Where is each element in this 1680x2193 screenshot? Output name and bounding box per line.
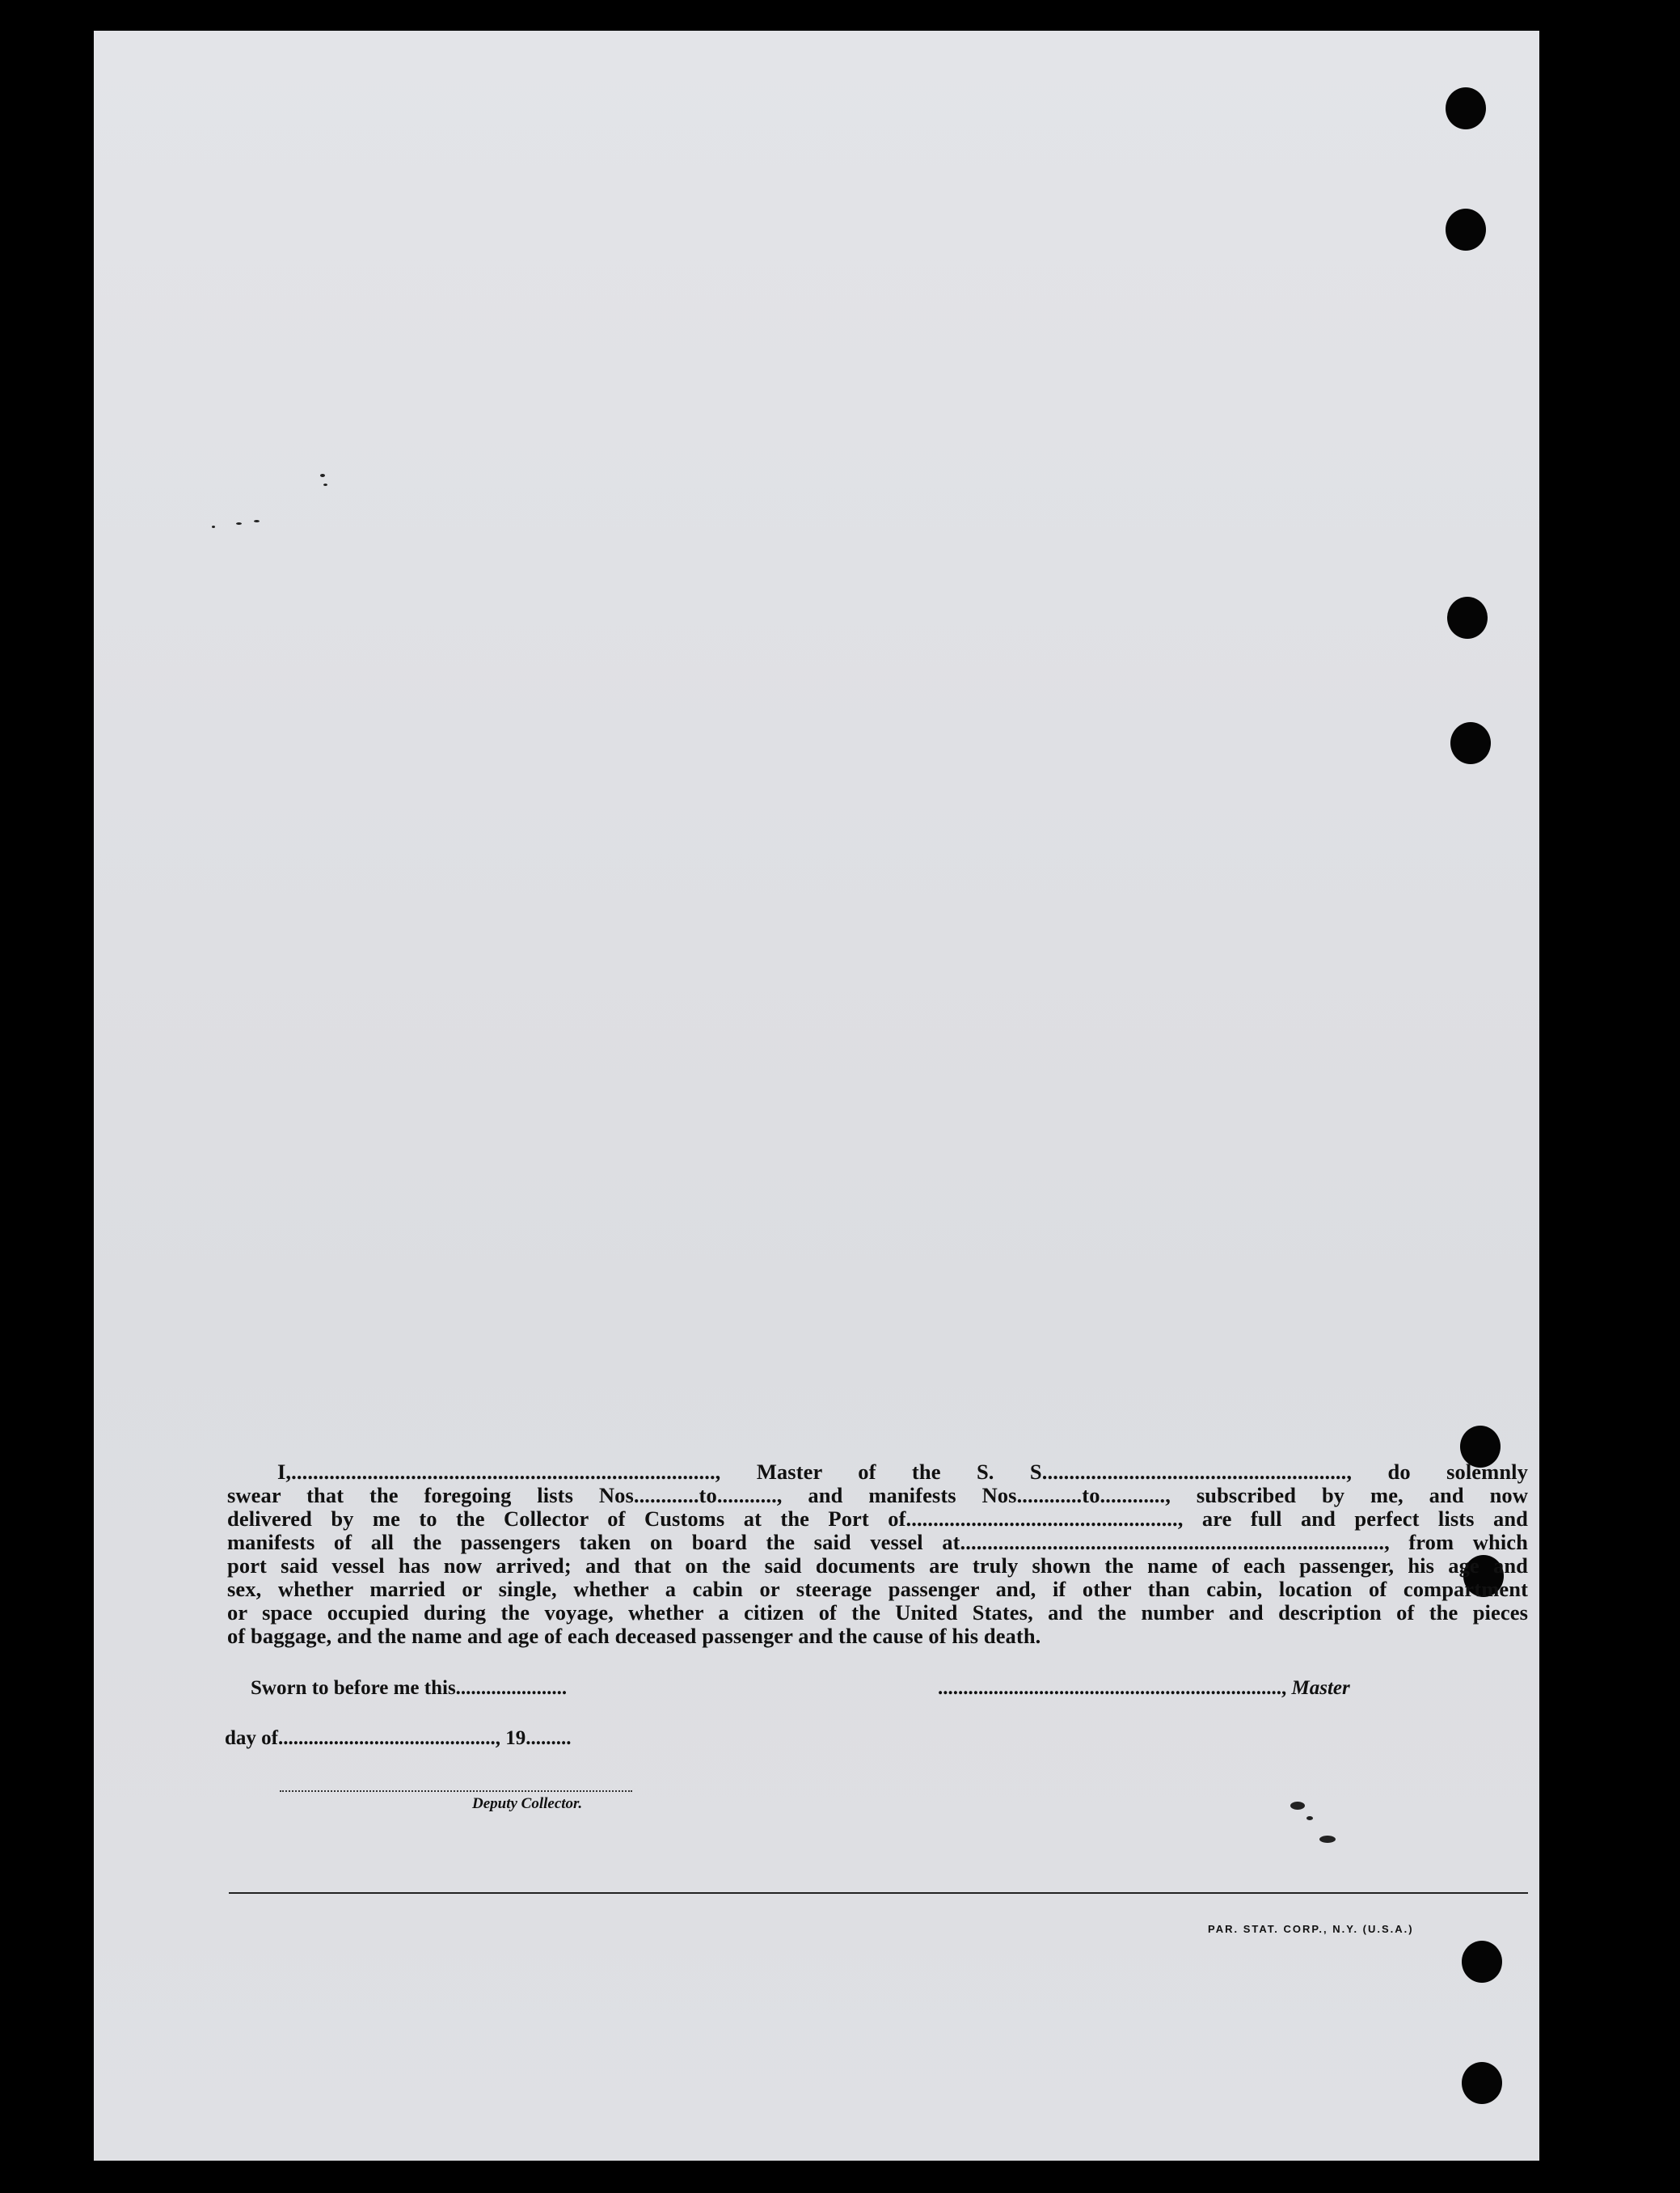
- oath-line: of baggage, and the name and age of each deceased passenger and the cause of his death.: [227, 1624, 1041, 1648]
- day-of-text: day of..........................................., 19.........: [225, 1727, 572, 1749]
- ink-speck: [236, 522, 242, 525]
- deputy-signature-line: [280, 1790, 632, 1792]
- sworn-text: Sworn to before me this......................: [251, 1677, 568, 1699]
- deputy-collector-label: Deputy Collector.: [472, 1795, 583, 1812]
- punch-hole: [1450, 722, 1491, 764]
- oath-line: delivered by me to the Collector of Customs at the Port of.................................................., are full and perfect lists and: [227, 1506, 1528, 1531]
- master-signature-line: [938, 1677, 1350, 1700]
- master-label: Master: [1291, 1677, 1350, 1699]
- oath-line: or space occupied during the voyage, whether a citizen of the United States, and the number and description of the pieces: [227, 1600, 1528, 1625]
- ink-speck: [1290, 1802, 1305, 1810]
- oath-line: swear that the foregoing lists Nos............to..........., and manifests Nos............to............, subscribed by me, and now: [227, 1483, 1528, 1507]
- oath-line: port said vessel has now arrived; and that on the said documents are truly shown the name of each passenger, his age and: [227, 1553, 1528, 1578]
- punch-hole: [1462, 1941, 1502, 1983]
- punch-hole: [1462, 2062, 1502, 2104]
- ink-speck: [323, 484, 327, 486]
- ink-speck: [212, 526, 215, 528]
- oath-line: sex, whether married or single, whether a cabin or steerage passenger and, if other than cabin, location of compartment: [227, 1577, 1528, 1601]
- oath-paragraph: [227, 1460, 1528, 1648]
- ink-speck: [320, 474, 325, 477]
- bottom-rule: [229, 1892, 1528, 1894]
- punch-hole: [1446, 209, 1486, 251]
- printer-imprint: PAR. STAT. CORP., N.Y. (U.S.A.): [1208, 1923, 1414, 1935]
- document-page: [94, 31, 1539, 2161]
- oath-line: manifests of all the passengers taken on board the said vessel at.............................................................................., from which: [227, 1530, 1528, 1554]
- ink-speck: [1319, 1836, 1336, 1843]
- ink-speck: [254, 520, 260, 522]
- ink-speck: [1306, 1816, 1313, 1820]
- punch-hole: [1447, 597, 1488, 639]
- punch-hole: [1446, 87, 1486, 129]
- master-dots: ....................................................................,: [938, 1677, 1287, 1699]
- oath-line: I,.............................................................................., Master of the S. S........................................................, do solemnly: [277, 1460, 1528, 1484]
